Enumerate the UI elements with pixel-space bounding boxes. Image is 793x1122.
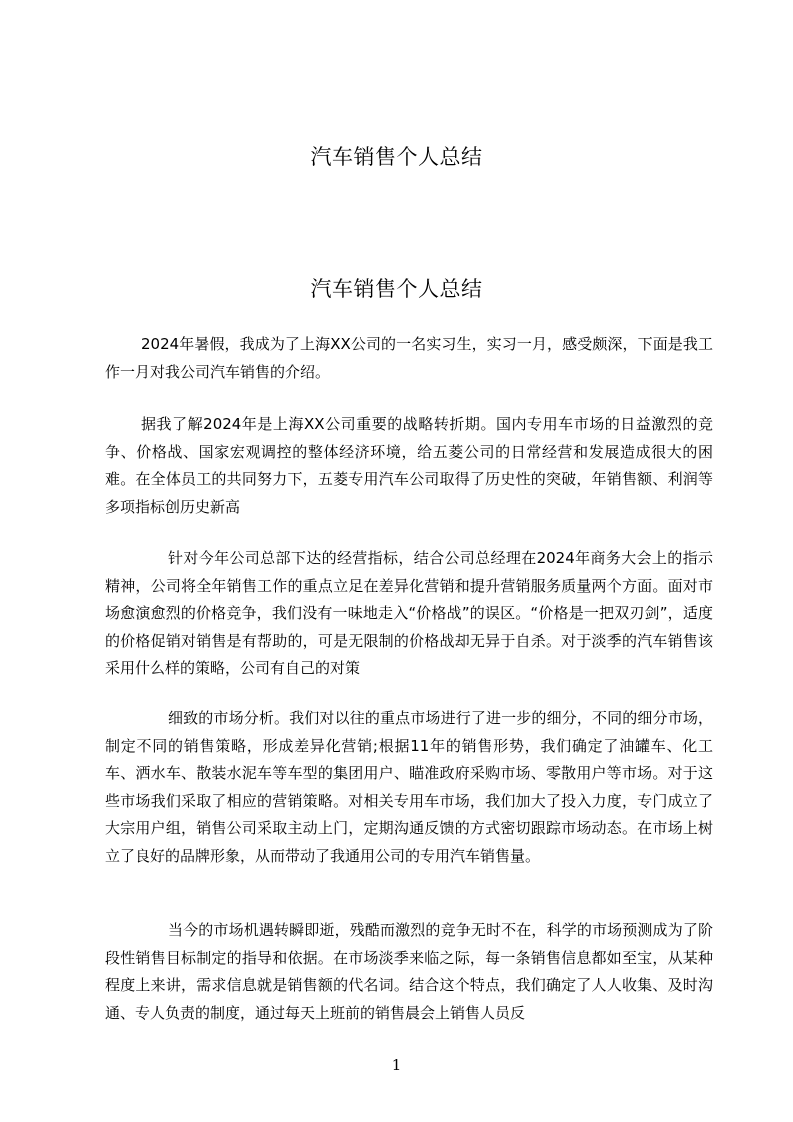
- page-number: 1: [391, 1056, 402, 1074]
- paragraph-market-forecast: 当今的市场机遇转瞬即逝，残酷而激烈的竞争无时不在，科学的市场预测成为了阶段性销售目标制定的指导和依据。在市场淡季来临之际，每一条销售信息都如至宝，从某种程度上来讲，需求信息就是销售额的代名词。结合这个特点，我们确定了人人收集、及时沟通、专人负责的制度，通过每天上班前的销售晨会上销售人员反: [105, 921, 713, 1022]
- main-title: 汽车销售个人总结: [310, 277, 483, 301]
- paragraph-market-analysis: 细致的市场分析。我们对以往的重点市场进行了进一步的细分，不同的细分市场，制定不同的销售策略，形成差异化营销;根据11年的销售形势，我们确定了油罐车、化工车、洒水车、散装水泥车等车型的集团用户、瞄准政府采购市场、零散用户等市场。对于这些市场我们采取了相应的营销策略。对相关专用车市场，我们加大了投入力度，专门成立了大宗用户组，销售公司采取主动上门，定期沟通反馈的方式密切跟踪市场动态。在市场上树立了良好的品牌形象，从而带动了我通用公司的专用汽车销售量。: [105, 709, 713, 865]
- paragraph-intro: 2024年暑假，我成为了上海XX公司的一名实习生，实习一月，感受颇深，下面是我工作一月对我公司汽车销售的介绍。: [105, 335, 713, 381]
- paragraph-strategy: 针对今年公司总部下达的经营指标，结合公司总经理在2024年商务大会上的指示精神，公司将全年销售工作的重点立足在差异化营销和提升营销服务质量两个方面。面对市场愈演愈烈的价格竞争，我们没有一味地走入“价格战”的误区。“价格是一把双刃剑”，适度的价格促销对销售是有帮助的，可是无限制的价格战却无异于自杀。对于淡季的汽车销售该采用什么样的策略，公司有自己的对策: [105, 549, 713, 677]
- paragraph-background: 据我了解2024年是上海XX公司重要的战略转折期。国内专用车市场的日益激烈的竞争、价格战、国家宏观调控的整体经济环境，给五菱公司的日常经营和发展造成很大的困难。在全体员工的共同努力下，五菱专用汽车公司取得了历史性的突破，年销售额、利润等多项指标创历史新高: [105, 415, 713, 516]
- header-title: 汽车销售个人总结: [310, 145, 483, 169]
